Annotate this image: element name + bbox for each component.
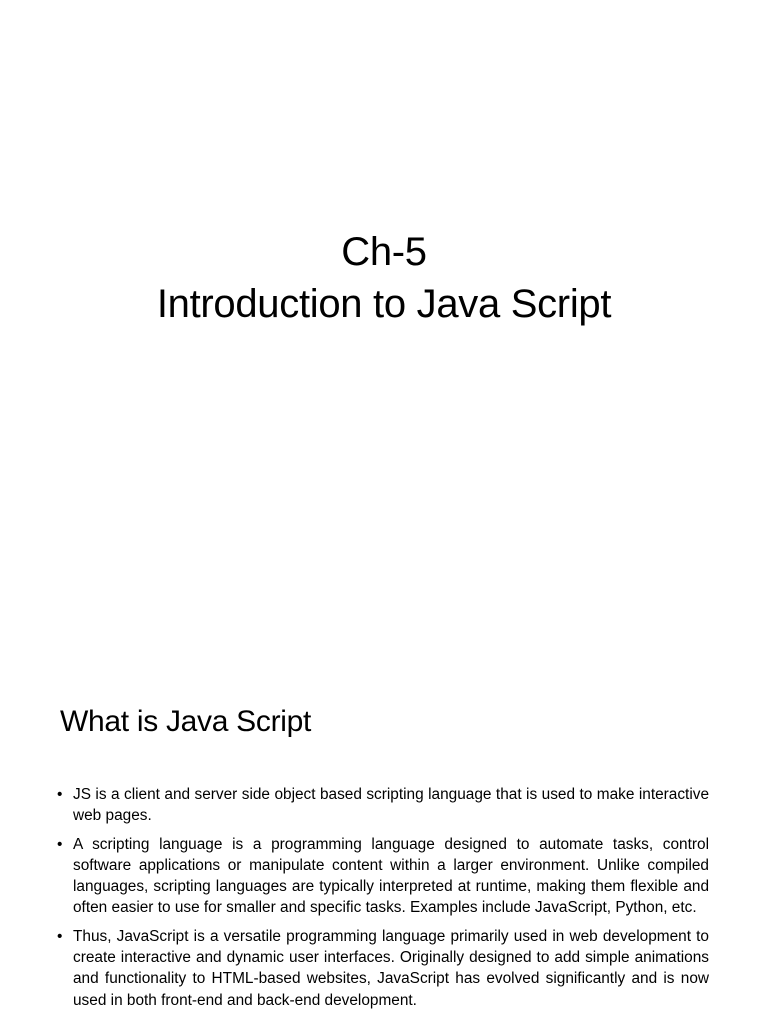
bullet-item [57,834,709,919]
bullet-icon: • [57,786,63,803]
bullet-text: A scripting language is a programming language designed to automate tasks, control software applications or manipulate content within a larger environment. Unlike compiled languages, scripting languages are typically interpreted at runtime, making them flexible and often easier to use for smaller and specific tasks. Examples include JavaScript, Python, etc. [73,835,709,917]
bullet-text: JS is a client and server side object based scripting language that is used to make interactive web pages. [73,786,709,825]
slide-title [0,226,768,330]
bullet-item [57,926,709,1011]
chapter-number: Ch-5 [341,230,427,274]
chapter-title: Introduction to Java Script [156,282,612,326]
bullet-item [57,784,709,827]
bullet-icon: • [57,835,63,853]
bullet-list [57,784,709,1018]
content-slide [0,672,768,1024]
section-heading: What is Java Script [60,705,312,738]
bullet-icon: • [57,927,63,945]
bullet-text: Thus, JavaScript is a versatile programming language primarily used in web development to create interactive and dynamic user interfaces. Originally designed to add simple animations and functionality to HTML-based websites, JavaScript has evolved significantly and is now used in both front-end and back-end development. [73,927,709,1009]
